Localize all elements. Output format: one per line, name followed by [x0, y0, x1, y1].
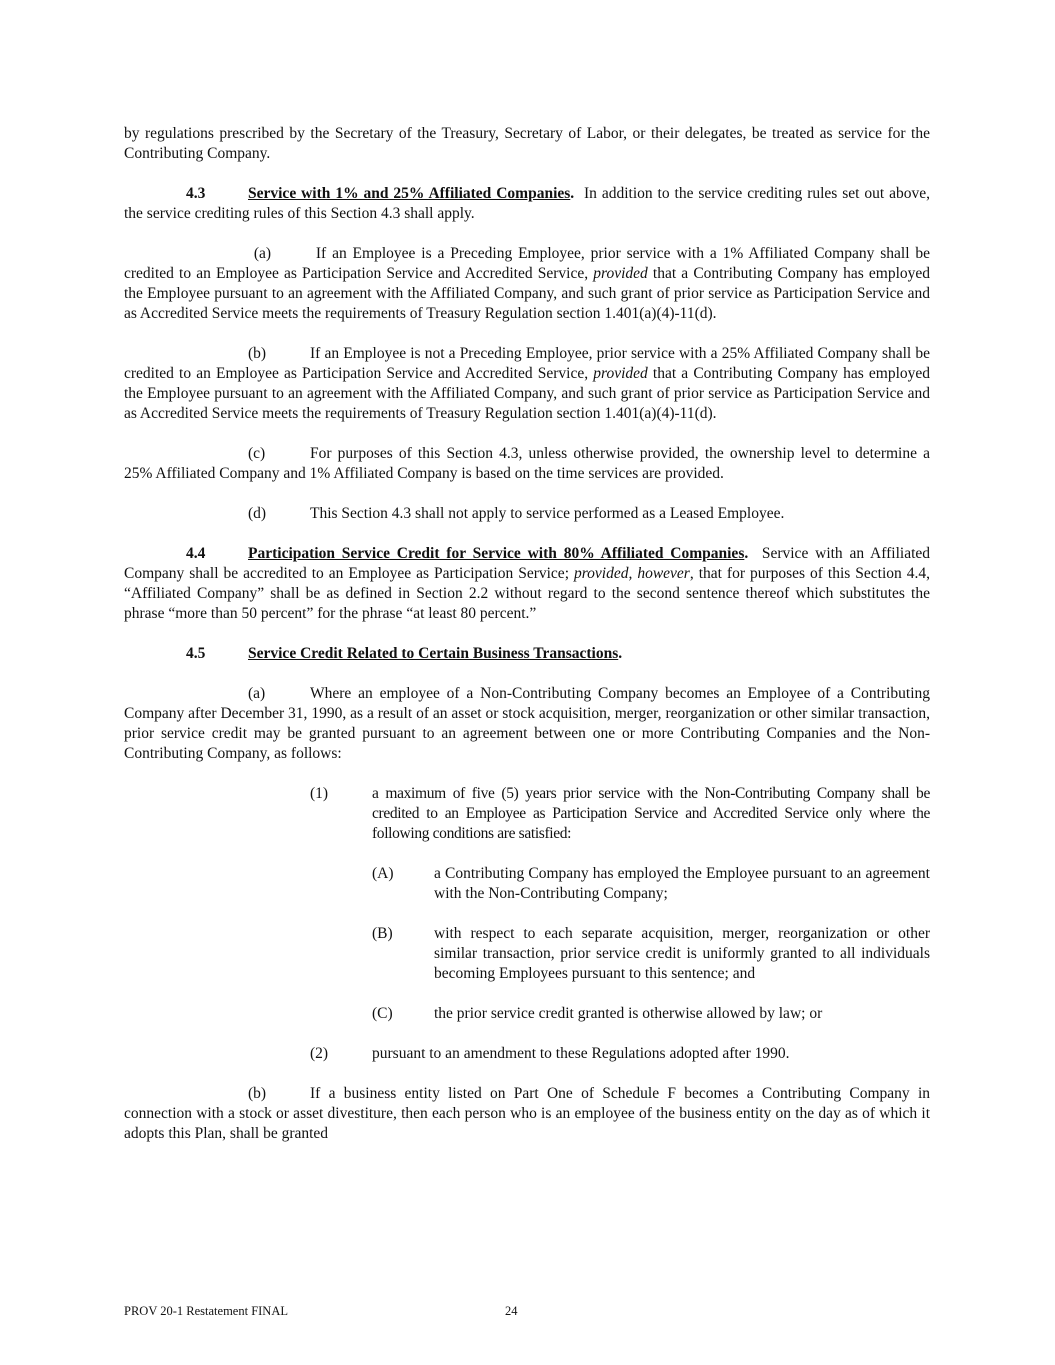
section-4-5-a-1-B: [372, 924, 930, 984]
section-4-4: 4.4 Participation Service Credit for Service with 80% Affiliated Companies. Service with an Affiliated Company shall be accredited to an Employee as Participation Service; provided, however, that for purposes of this Section 4.4, “Affiliated Company” shall be as defined in Section 2.2 without regard to the second sentence thereof which substitutes the phrase “more than 50 percent” for the phrase “at least 80 percent.”: [124, 545, 931, 622]
section-4-5-a-text: Where an employee of a Non-Contributing Company becomes an Employee of a Contributing Company after December 31, 1990, as a result of an asset or stock acquisition, merger, reorganization or other similar transaction, prior service credit may be granted pursuant to an agreement between one or more Contributing Companies and the Non-Contributing Company, as follows:: [124, 685, 930, 762]
section-4-3-d-label: (d): [248, 505, 267, 522]
section-4-3-b-text2: that a Contributing Company has employed the Employee pursuant to an agreement with the Affiliated Company, and such grant of prior service as Participation Service and as Accredited Service meets the requirements of Treasury Regulation section 1.401(a)(4)-11(d).: [124, 365, 931, 422]
section-4-3-b-label: (b): [248, 345, 267, 362]
footer-page-number: 24: [505, 1304, 518, 1318]
section-4-5-a: [124, 684, 930, 764]
section-4-3-a: [124, 244, 930, 324]
section-4-3-a-text2: that a Contributing Company has employed the Employee pursuant to an agreement with the Affiliated Company, and such grant of prior service as Participation Service and as Accredited Service meets the requirements of Treasury Regulation section 1.401(a)(4)-11(d).: [124, 265, 931, 322]
section-4-3-b-text1: If an Employee is not a Preceding Employee, prior service with a 25% Affiliated Company shall be credited to an Employee as Participation Service and Accredited Service,: [124, 345, 930, 382]
section-4-5-heading: Service Credit Related to Certain Business Transactions: [248, 645, 619, 662]
section-4-5-a-1: [310, 784, 930, 844]
section-4-5-b: [124, 1084, 930, 1144]
section-4-3-b-italic: provided: [593, 365, 648, 382]
section-4-5-a-1-A-text: a Contributing Company has employed the Employee pursuant to an agreement with the Non-Contributing Company;: [434, 865, 930, 902]
section-4-3-b: [124, 344, 930, 424]
section-4-5-a-2-label: (2): [310, 1045, 329, 1062]
section-4-3: 4.3 Service with 1% and 25% Affiliated Companies. In addition to the service crediting rules set out above, the service crediting rules of this Section 4.3 shall apply.: [124, 185, 930, 222]
section-4-5: 4.5 Service Credit Related to Certain Business Transactions.: [186, 645, 623, 662]
section-4-4-heading: Participation Service Credit for Service with 80% Affiliated Companies: [248, 545, 745, 562]
intro-paragraph: by regulations prescribed by the Secretary of the Treasury, Secretary of Labor, or their delegates, be treated as service for the Contributing Company.: [124, 125, 930, 162]
document-page: [124, 124, 930, 1144]
section-4-5-a-1-B-label: (B): [372, 925, 393, 942]
section-4-4-number: 4.4: [186, 545, 206, 562]
section-4-4-text2: , that for purposes of this Section 4.4, “Affiliated Company” shall be as defined in Section 2.2 without regard to the second sentence thereof which substitutes the phrase “more than 50 percent” for the phrase “at least 80 percent.”: [124, 565, 930, 622]
section-4-5-a-label: (a): [248, 685, 266, 702]
section-4-3-a-italic: provided: [593, 265, 648, 282]
section-4-5-b-label: (b): [248, 1085, 267, 1102]
section-4-3-a-text1: If an Employee is a Preceding Employee, prior service with a 1% Affiliated Company shall be credited to an Employee as Participation Service and Accredited Service,: [124, 245, 930, 282]
section-4-3-c: [124, 444, 930, 484]
section-4-4-italic: provided, however: [573, 565, 690, 582]
footer-document-id: PROV 20-1 Restatement FINAL: [124, 1304, 288, 1318]
section-4-5-number: 4.5: [186, 645, 206, 662]
section-4-5-a-2: [310, 1044, 930, 1064]
section-4-5-a-1-A-label: (A): [372, 865, 394, 882]
section-4-5-b-text: If a business entity listed on Part One of Schedule F becomes a Contributing Company in connection with a stock or asset divestiture, then each person who is an employee of the business entity on the day as of which it adopts this Plan, shall be granted: [124, 1085, 930, 1142]
section-4-3-heading: Service with 1% and 25% Affiliated Companies: [248, 185, 571, 202]
section-4-3-number: 4.3: [186, 185, 206, 202]
section-4-4-text1: Service with an Affiliated Company shall be accredited to an Employee as Participation Service;: [124, 545, 931, 582]
section-4-5-a-2-text: pursuant to an amendment to these Regulations adopted after 1990.: [372, 1045, 790, 1062]
section-4-3-a-label: (a): [253, 245, 272, 262]
section-4-5-a-1-B-text: with respect to each separate acquisition, merger, reorganization or other similar transaction, prior service credit is uniformly granted to all individuals becoming Employees pursuant to this sentence; and: [434, 925, 930, 982]
section-4-3-d-text: This Section 4.3 shall not apply to service performed as a Leased Employee.: [310, 505, 785, 522]
section-4-5-a-1-label: (1): [310, 785, 329, 802]
section-4-5-a-1-C: [372, 1004, 930, 1024]
section-4-5-a-1-text: a maximum of five (5) years prior service with the Non-Contributing Company shall be credited to an Employee as Participation Service and Accredited Service only where the following conditions are satisfied:: [372, 785, 930, 842]
section-4-3-c-label: (c): [248, 445, 266, 462]
section-4-5-a-1-C-text: the prior service credit granted is otherwise allowed by law; or: [434, 1005, 823, 1022]
section-4-3-body: In addition to the service crediting rules set out above, the service crediting rules of this Section 4.3 shall apply.: [124, 185, 930, 222]
section-4-5-a-1-A: [372, 864, 930, 904]
section-4-3-d: [124, 504, 930, 524]
section-4-3-c-text: For purposes of this Section 4.3, unless otherwise provided, the ownership level to determine a 25% Affiliated Company and 1% Affiliated Company is based on the time services are provided.: [124, 445, 930, 482]
section-4-5-a-1-C-label: (C): [372, 1005, 393, 1022]
